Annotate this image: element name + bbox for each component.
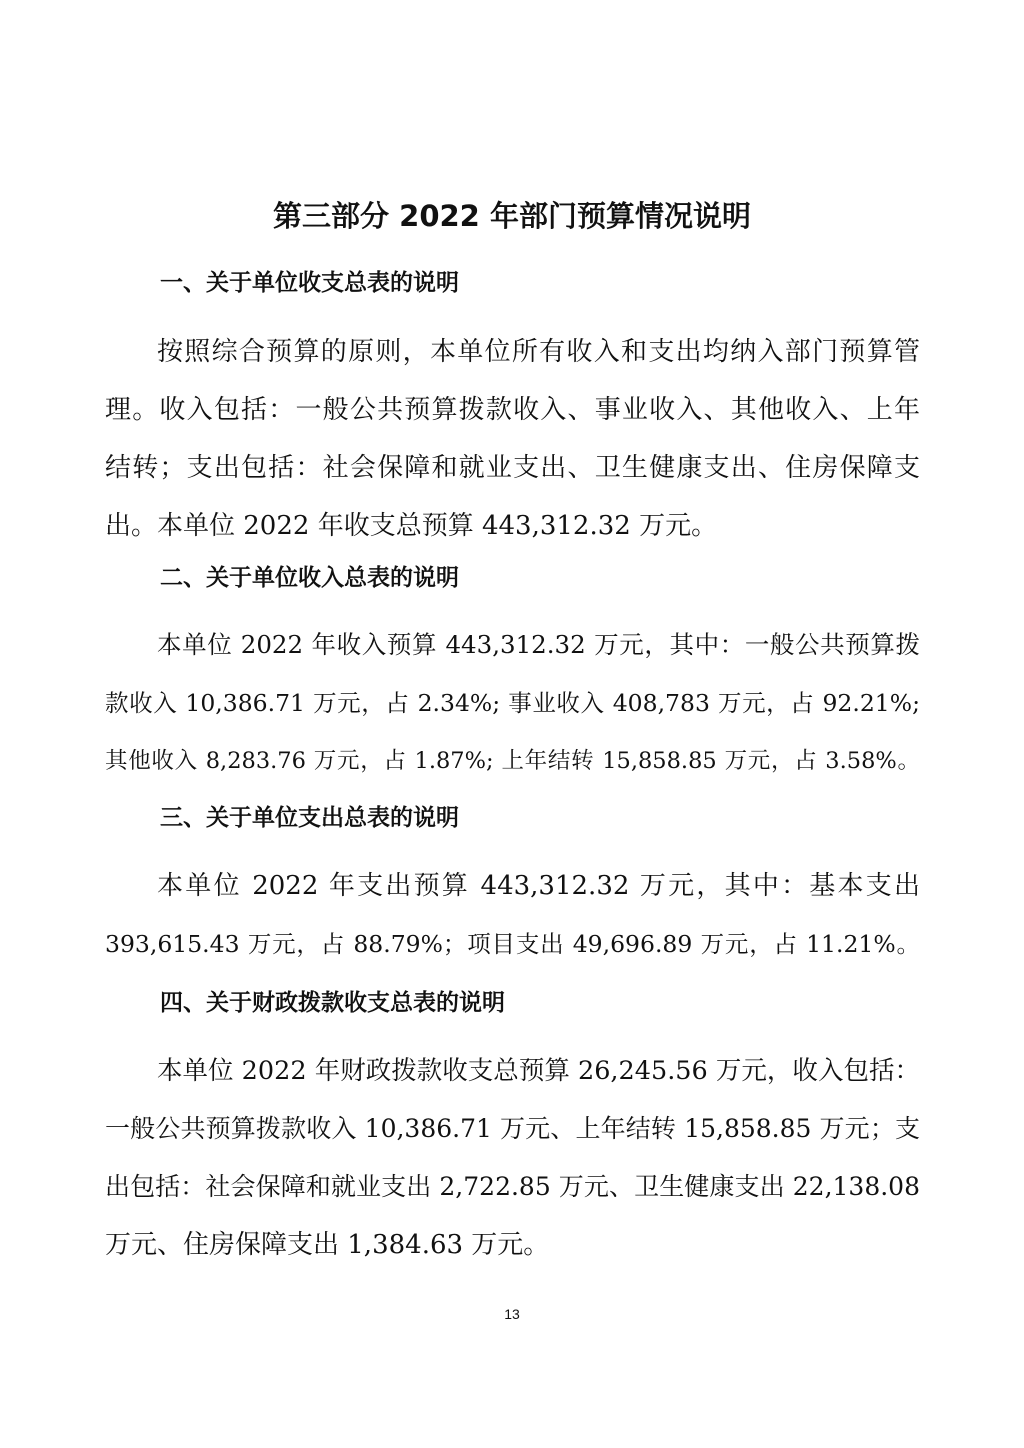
page-number: 13 [504, 1306, 520, 1322]
paragraph-line: 万元、住房保障支出 1,384.63 万元。 [105, 1230, 550, 1260]
paragraph-line: 出。本单位 2022 年收支总预算 443,312.32 万元。 [105, 511, 718, 541]
section-paragraph-2 [105, 616, 920, 790]
section-paragraph-1 [105, 323, 920, 555]
section-heading-3: 三、关于单位支出总表的说明 [160, 805, 459, 831]
section-heading-1: 一、关于单位收支总表的说明 [160, 270, 459, 296]
section-heading-4: 四、关于财政拨款收支总表的说明 [160, 990, 505, 1016]
paragraph-line: 393,615.43 万元，占 88.79%；项目支出 49,696.89 万元，占 11.21%。 [105, 930, 920, 958]
paragraph-line: 一般公共预算拨款收入 10,386.71 万元、上年结转 15,858.85 万元；支 [105, 1114, 920, 1143]
paragraph-line: 本单位 2022 年支出预算 443,312.32 万元，其中：基本支出 [157, 871, 920, 901]
paragraph-line: 结转；支出包括：社会保障和就业支出、卫生健康支出、住房保障支 [105, 453, 920, 483]
paragraph-line: 理。收入包括：一般公共预算拨款收入、事业收入、其他收入、上年 [105, 395, 920, 425]
paragraph-line: 按照综合预算的原则，本单位所有收入和支出均纳入部门预算管 [157, 337, 920, 367]
page-title: 第三部分 2022 年部门预算情况说明 [273, 199, 751, 233]
paragraph-line: 本单位 2022 年收入预算 443,312.32 万元，其中：一般公共预算拨 [157, 630, 920, 659]
paragraph-line: 其他收入 8,283.76 万元，占 1.87%; 上年结转 15,858.85 万元，占 3.58%。 [105, 748, 920, 774]
section-paragraph-3 [105, 857, 920, 973]
paragraph-line: 本单位 2022 年财政拨款收支总预算 26,245.56 万元，收入包括： [157, 1056, 920, 1086]
section-heading-2: 二、关于单位收入总表的说明 [160, 565, 459, 591]
paragraph-line: 款收入 10,386.71 万元，占 2.34%; 事业收入 408,783 万元，占 92.21%; [105, 689, 920, 717]
section-paragraph-4 [105, 1042, 920, 1274]
paragraph-line: 出包括：社会保障和就业支出 2,722.85 万元、卫生健康支出 22,138.08 [105, 1172, 920, 1201]
